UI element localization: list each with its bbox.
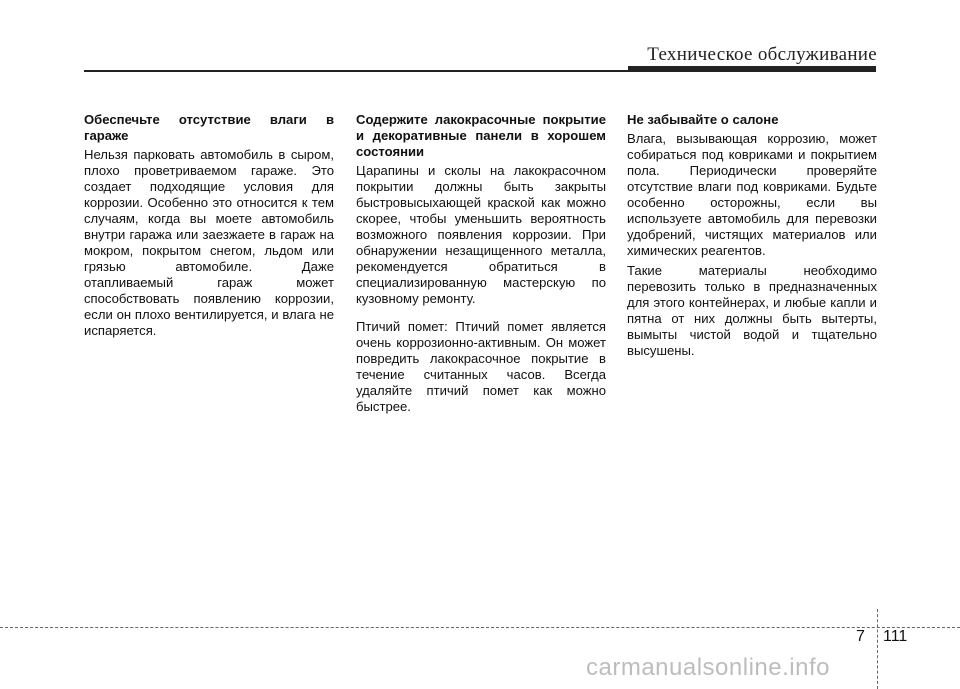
section-heading: Обеспечьте отсутствие влаги в гараже <box>84 112 334 143</box>
section-heading: Не забывайте о салоне <box>627 112 779 127</box>
section-heading: Содержите лакокрасочные покрытие и декоративные панели в хорошем состоянии <box>356 112 606 159</box>
footer-divider <box>877 609 878 689</box>
section-paragraph: Птичий помет: Птичий помет является очень коррозионно-активным. Он может повредить лакокрасочное покрытие в течение считанных часов. Всегда удаляйте птичий помет как можно быстрее. <box>356 319 606 414</box>
chapter-number: 7 <box>856 628 865 645</box>
section-paragraph: Влага, вызывающая коррозию, может собираться под ковриками и покрытием пола. Периодически проверяйте отсутствие влаги под ковриками. Будьте особенно осторожны, если вы используете автомобиль для перевозки удобрений, чистящих материалов или химических реагентов. <box>627 131 877 258</box>
header-title: Техническое обслуживание <box>647 44 877 65</box>
header-rule-accent <box>628 66 876 72</box>
column-moisture-garage <box>84 112 334 343</box>
section-paragraph: Нельзя парковать автомобиль в сыром, плохо проветриваемом гараже. Это создает подходящие условия для коррозии. Особенно это относится к тем случаям, когда вы моете автомобиль внутри гаража или заезжаете в гараж на мокром, покрытом снегом, льдом или грязью автомобиле. Даже отапливаемый гараж может способствовать появлению коррозии, если он плохо вентилируется, и влага не испаряется. <box>84 147 334 338</box>
column-paint-care <box>356 112 606 419</box>
column-interior <box>627 112 877 363</box>
watermark: carmanualsonline.info <box>586 654 830 681</box>
section-paragraph: Такие материалы необходимо перевозить только в предназначенных для этого контейнерах, и любые капли и пятна от них должны быть вытерты, вымыты чистой водой и тщательно высушены. <box>627 263 877 358</box>
footer-rule <box>0 627 960 628</box>
section-paragraph: Царапины и сколы на лакокрасочном покрытии должны быть закрыты быстровысыхающей краской как можно скорее, чтобы уменьшить вероятность возможного появления коррозии. При обнаружении незащищенного металла, рекомендуется обратиться в специализированную мастерскую по кузовному ремонту. <box>356 163 606 306</box>
page-number: 111 <box>883 628 908 645</box>
